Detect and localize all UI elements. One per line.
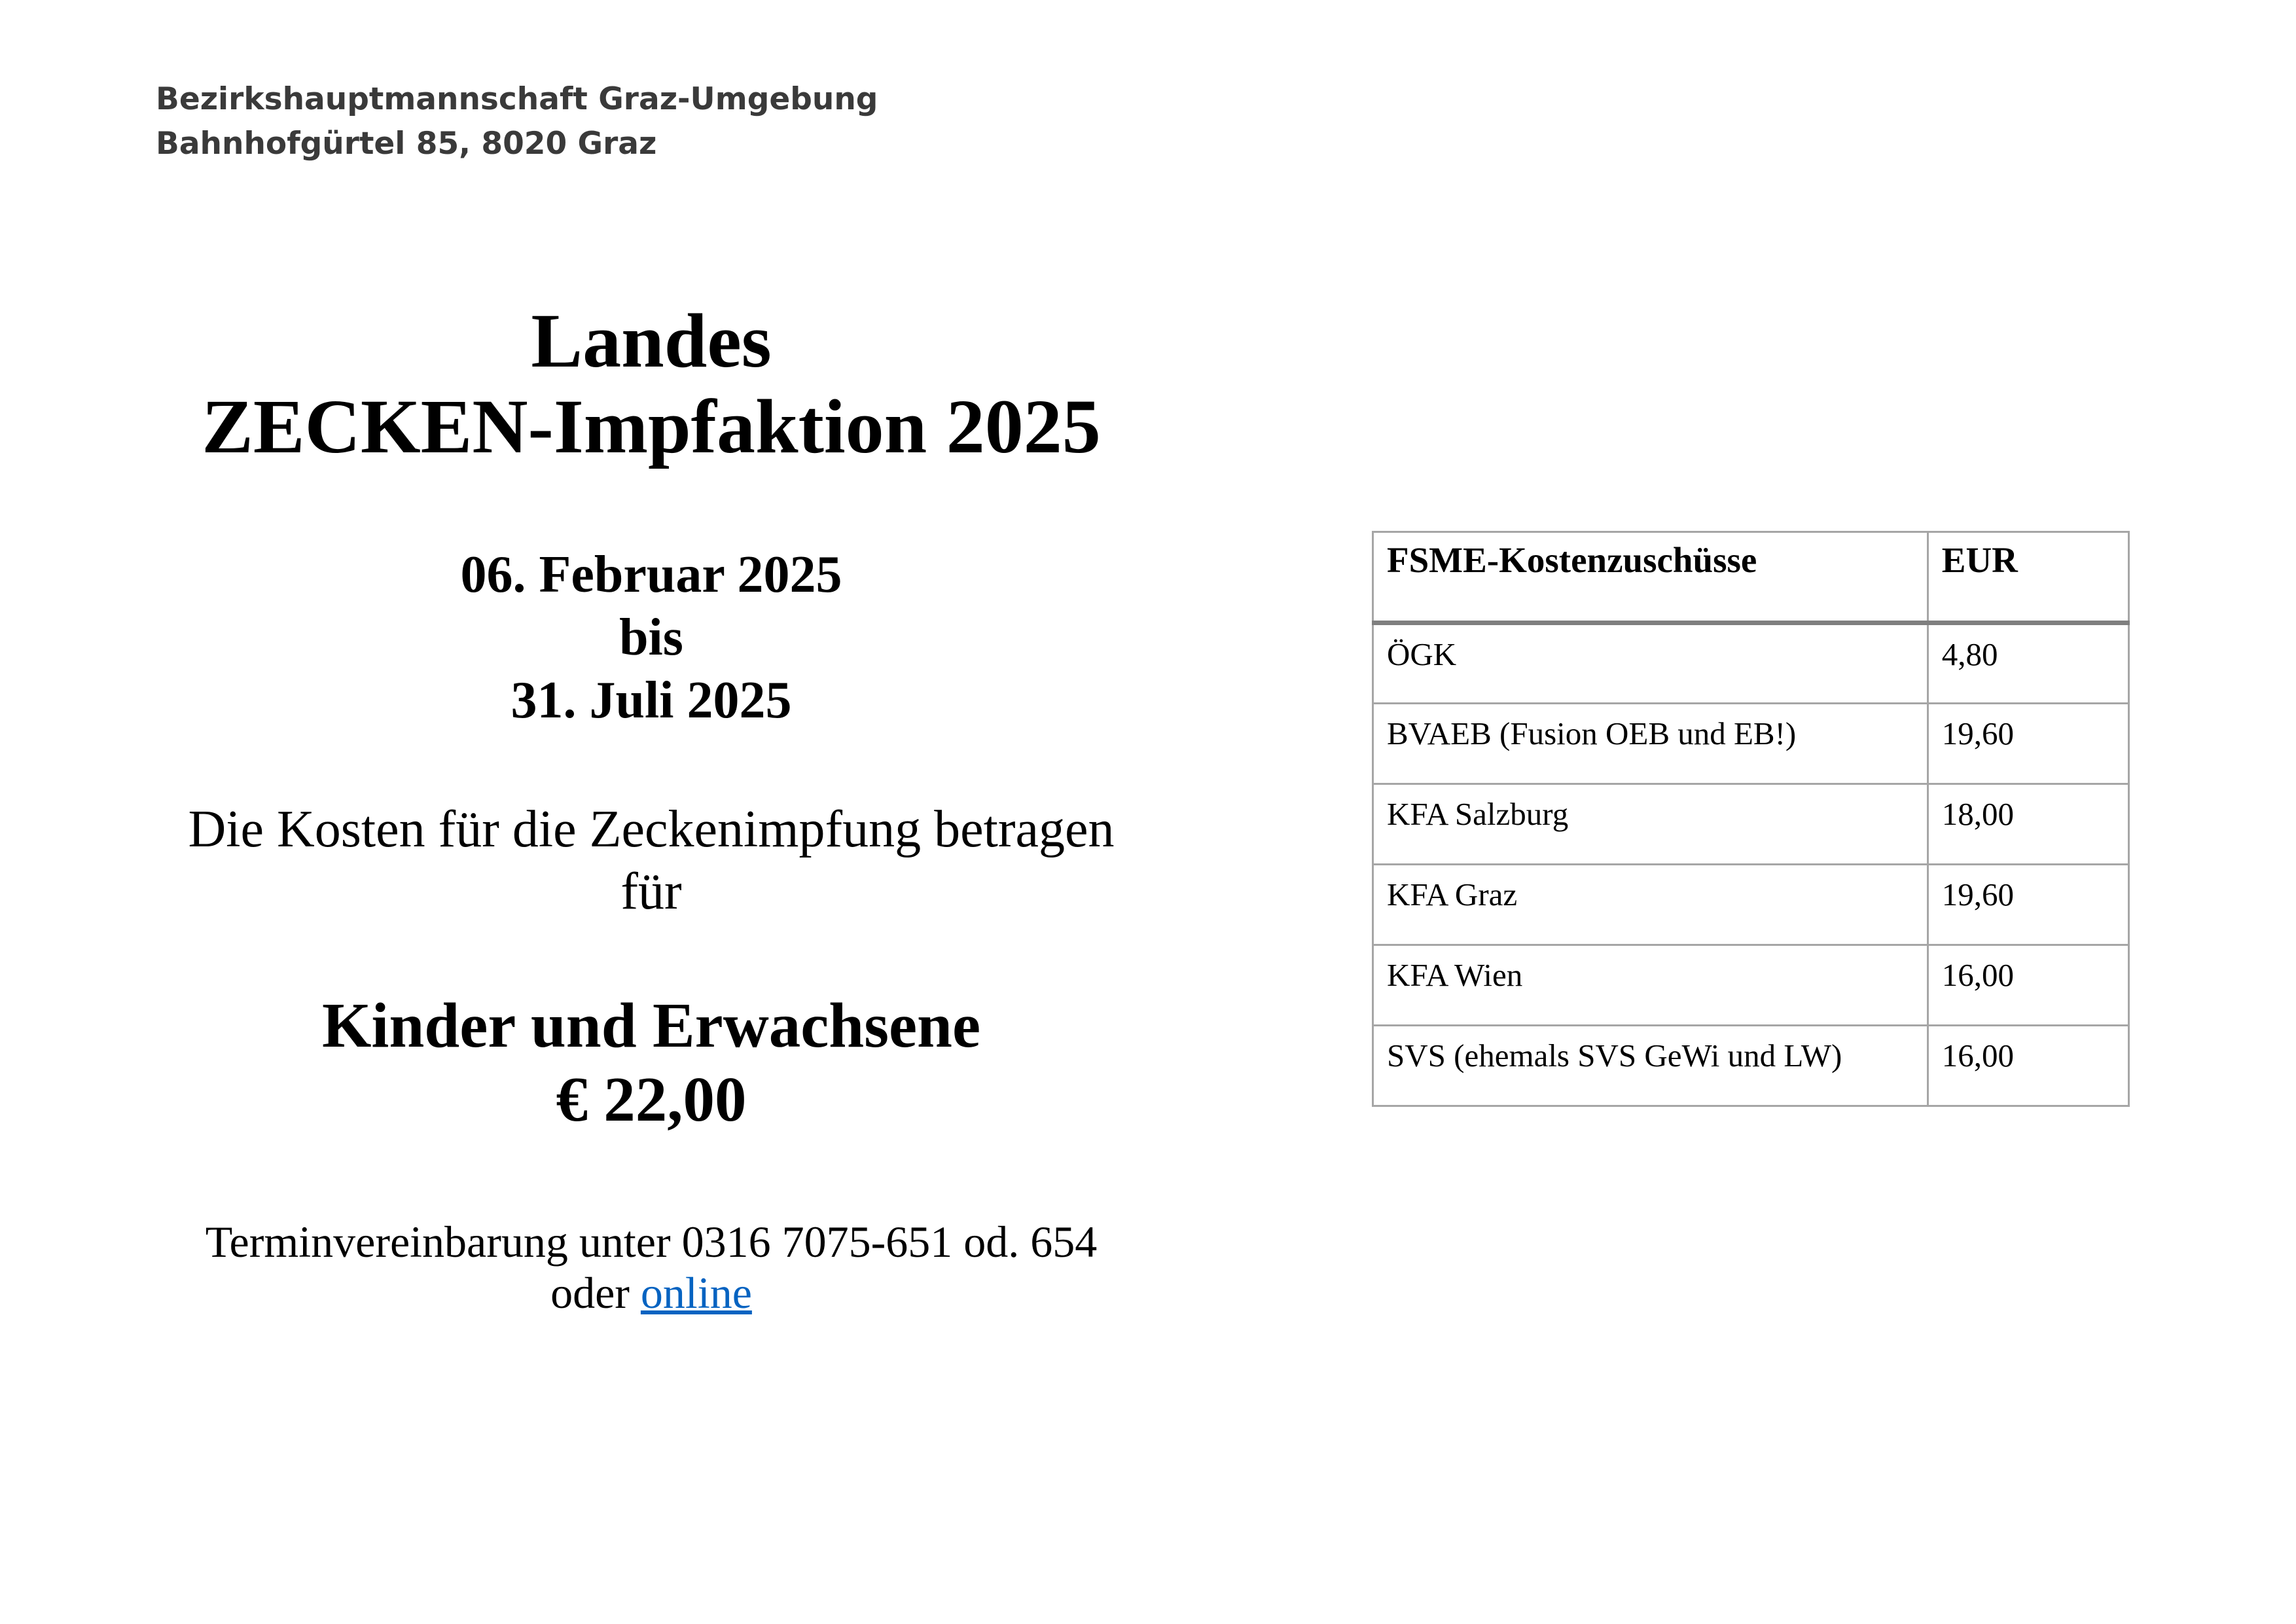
subsidy-amount: 4,80 — [1928, 623, 2128, 704]
provider-name: KFA Wien — [1373, 945, 1928, 1026]
period-end: 31. Juli 2025 — [511, 672, 792, 729]
vaccination-price: € 22,00 — [556, 1064, 747, 1134]
table-row — [1373, 784, 2129, 865]
header-eur: EUR — [1928, 532, 2128, 623]
letterhead — [156, 77, 878, 166]
title-line-2: ZECKEN-Impfaktion 2025 — [202, 384, 1101, 469]
table-header-row — [1373, 532, 2129, 623]
online-booking-link[interactable]: online — [640, 1268, 752, 1318]
audience-label: Kinder und Erwachsene — [321, 990, 981, 1060]
office-name: Bezirkshauptmannschaft Graz-Umgebung — [156, 81, 878, 117]
page-title — [131, 298, 1172, 469]
table-row — [1373, 865, 2129, 945]
subsidy-amount: 16,00 — [1928, 945, 2128, 1026]
title-line-1: Landes — [531, 298, 772, 384]
table-row — [1373, 704, 2129, 784]
subsidy-amount: 16,00 — [1928, 1026, 2128, 1106]
period-start: 06. Februar 2025 — [460, 546, 842, 604]
price-block — [131, 988, 1172, 1136]
subsidy-amount: 18,00 — [1928, 784, 2128, 865]
online-prefix: oder — [550, 1268, 630, 1318]
table-row — [1373, 945, 2129, 1026]
appointment-info — [131, 1216, 1172, 1318]
subsidy-table — [1372, 531, 2130, 1107]
table-row — [1373, 623, 2129, 704]
cost-description — [131, 799, 1172, 923]
provider-name: KFA Salzburg — [1373, 784, 1928, 865]
subsidy-amount: 19,60 — [1928, 704, 2128, 784]
header-provider: FSME-Kostenzuschüsse — [1373, 532, 1928, 623]
provider-name: BVAEB (Fusion OEB und EB!) — [1373, 704, 1928, 784]
subsidy-amount: 19,60 — [1928, 865, 2128, 945]
campaign-period — [131, 543, 1172, 732]
provider-name: ÖGK — [1373, 623, 1928, 704]
table-row — [1373, 1026, 2129, 1106]
provider-name: SVS (ehemals SVS GeWi und LW) — [1373, 1026, 1928, 1106]
office-address: Bahnhofgürtel 85, 8020 Graz — [156, 126, 657, 162]
cost-line-2: für — [620, 863, 682, 920]
online-line — [131, 1267, 1172, 1318]
provider-name: KFA Graz — [1373, 865, 1928, 945]
period-separator: bis — [619, 609, 683, 666]
phone-line: Terminvereinbarung unter 0316 7075-651 od. 654 — [205, 1217, 1098, 1267]
cost-line-1: Die Kosten für die Zeckenimpfung betragen — [188, 801, 1115, 858]
